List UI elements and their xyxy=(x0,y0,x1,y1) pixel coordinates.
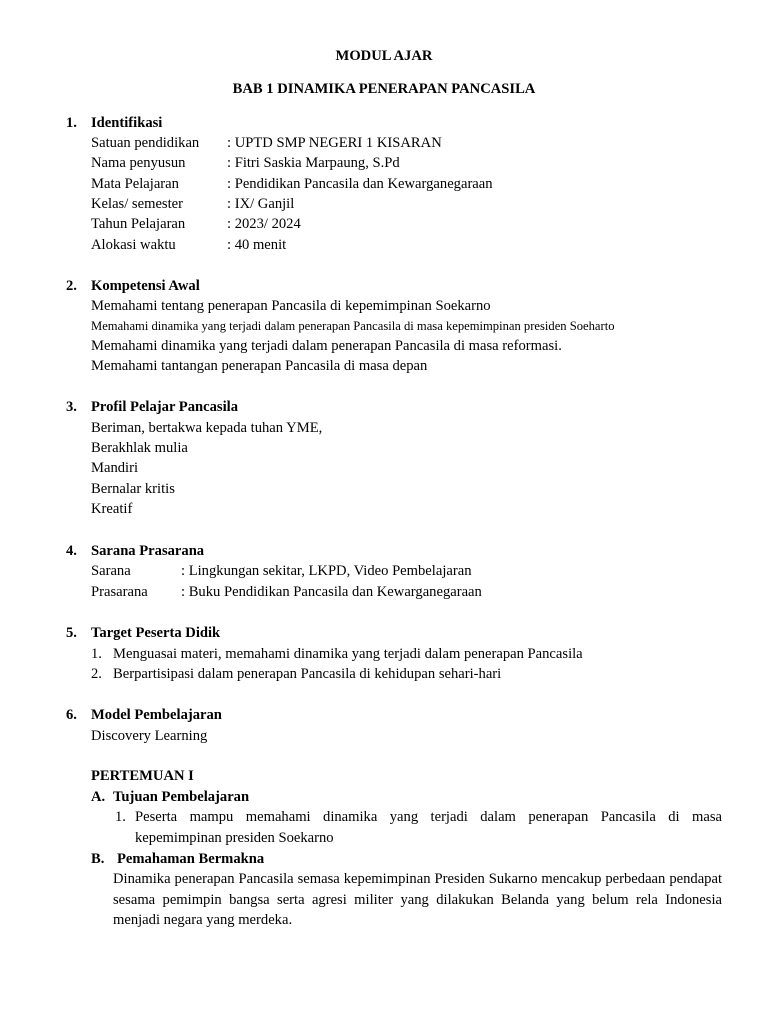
prasarana-value: : Buku Pendidikan Pancasila dan Kewarganegaraan xyxy=(181,584,482,600)
document-title: MODUL AJAR xyxy=(335,48,433,64)
pemahaman-text: Dinamika penerapan Pancasila semasa kepemimpinan Presiden Sukarno mencakup perbedaan pendapat sesama pemimpin bangsa serta agresi militer yang dilakukan Belanda yang belum rela Indonesia menjadi negara yang merdeka. xyxy=(113,871,722,928)
identifikasi-label: Alokasi waktu xyxy=(91,237,176,253)
chapter-title: BAB 1 DINAMIKA PENERAPAN PANCASILA xyxy=(232,81,536,97)
target-item-text: Menguasai materi, memahami dinamika yang terjadi dalam penerapan Pancasila xyxy=(113,646,583,662)
target-item-number: 1. xyxy=(91,646,102,662)
profil-line: Berakhlak mulia xyxy=(91,440,188,456)
sarana-value: : Lingkungan sekitar, LKPD, Video Pembelajaran xyxy=(181,563,472,579)
subsection-letter: B. xyxy=(91,851,105,867)
identifikasi-label: Mata Pelajaran xyxy=(91,176,179,192)
subsection-heading-tujuan: Tujuan Pembelajaran xyxy=(113,789,250,805)
section-heading-sarana: Sarana Prasarana xyxy=(91,543,205,559)
kompetensi-line: Memahami tentang penerapan Pancasila di kepemimpinan Soekarno xyxy=(91,298,491,314)
identifikasi-label: Kelas/ semester xyxy=(91,196,183,212)
section-heading-target: Target Peserta Didik xyxy=(91,625,221,641)
sarana-label: Sarana xyxy=(91,563,131,579)
identifikasi-value: : UPTD SMP NEGERI 1 KISARAN xyxy=(227,135,442,151)
section-number: 5. xyxy=(66,625,77,641)
profil-line: Beriman, bertakwa kepada tuhan YME, xyxy=(91,420,323,436)
tujuan-item-text: Peserta mampu memahami dinamika yang terjadi dalam penerapan Pancasila di masa kepemimpinan presiden Soekarno xyxy=(135,809,722,846)
identifikasi-label: Tahun Pelajaran xyxy=(91,216,186,232)
pertemuan-heading: PERTEMUAN I xyxy=(91,768,194,784)
identifikasi-value: : 40 menit xyxy=(227,237,287,253)
model-text: Discovery Learning xyxy=(91,728,208,744)
section-heading-profil: Profil Pelajar Pancasila xyxy=(91,399,238,415)
identifikasi-label: Nama penyusun xyxy=(91,155,186,171)
subsection-letter: A. xyxy=(91,789,106,805)
profil-line: Mandiri xyxy=(91,460,139,476)
section-heading-model: Model Pembelajaran xyxy=(91,707,222,723)
subsection-heading-pemahaman: Pemahaman Bermakna xyxy=(117,851,265,867)
target-item-text: Berpartisipasi dalam penerapan Pancasila di kehidupan sehari-hari xyxy=(113,666,502,682)
tujuan-item-number: 1. xyxy=(115,809,126,825)
target-item-number: 2. xyxy=(91,666,102,682)
kompetensi-line: Memahami dinamika yang terjadi dalam penerapan Pancasila di masa kepemimpinan presiden Soeharto xyxy=(91,319,615,333)
section-number: 4. xyxy=(66,543,77,559)
prasarana-label: Prasarana xyxy=(91,584,148,600)
identifikasi-value: : IX/ Ganjil xyxy=(227,196,295,212)
identifikasi-label: Satuan pendidikan xyxy=(91,135,200,151)
identifikasi-value: : Fitri Saskia Marpaung, S.Pd xyxy=(227,155,400,171)
profil-line: Kreatif xyxy=(91,501,133,517)
identifikasi-value: : 2023/ 2024 xyxy=(227,216,301,232)
identifikasi-value: : Pendidikan Pancasila dan Kewarganegaraan xyxy=(227,176,493,192)
kompetensi-line: Memahami dinamika yang terjadi dalam penerapan Pancasila di masa reformasi. xyxy=(91,338,562,354)
profil-line: Bernalar kritis xyxy=(91,481,175,497)
section-number: 2. xyxy=(66,278,77,294)
section-number: 3. xyxy=(66,399,77,415)
kompetensi-line: Memahami tantangan penerapan Pancasila di masa depan xyxy=(91,358,428,374)
section-number: 6. xyxy=(66,707,77,723)
section-heading-kompetensi: Kompetensi Awal xyxy=(91,278,200,294)
section-heading-identifikasi: Identifikasi xyxy=(91,115,163,131)
section-number: 1. xyxy=(66,115,77,131)
